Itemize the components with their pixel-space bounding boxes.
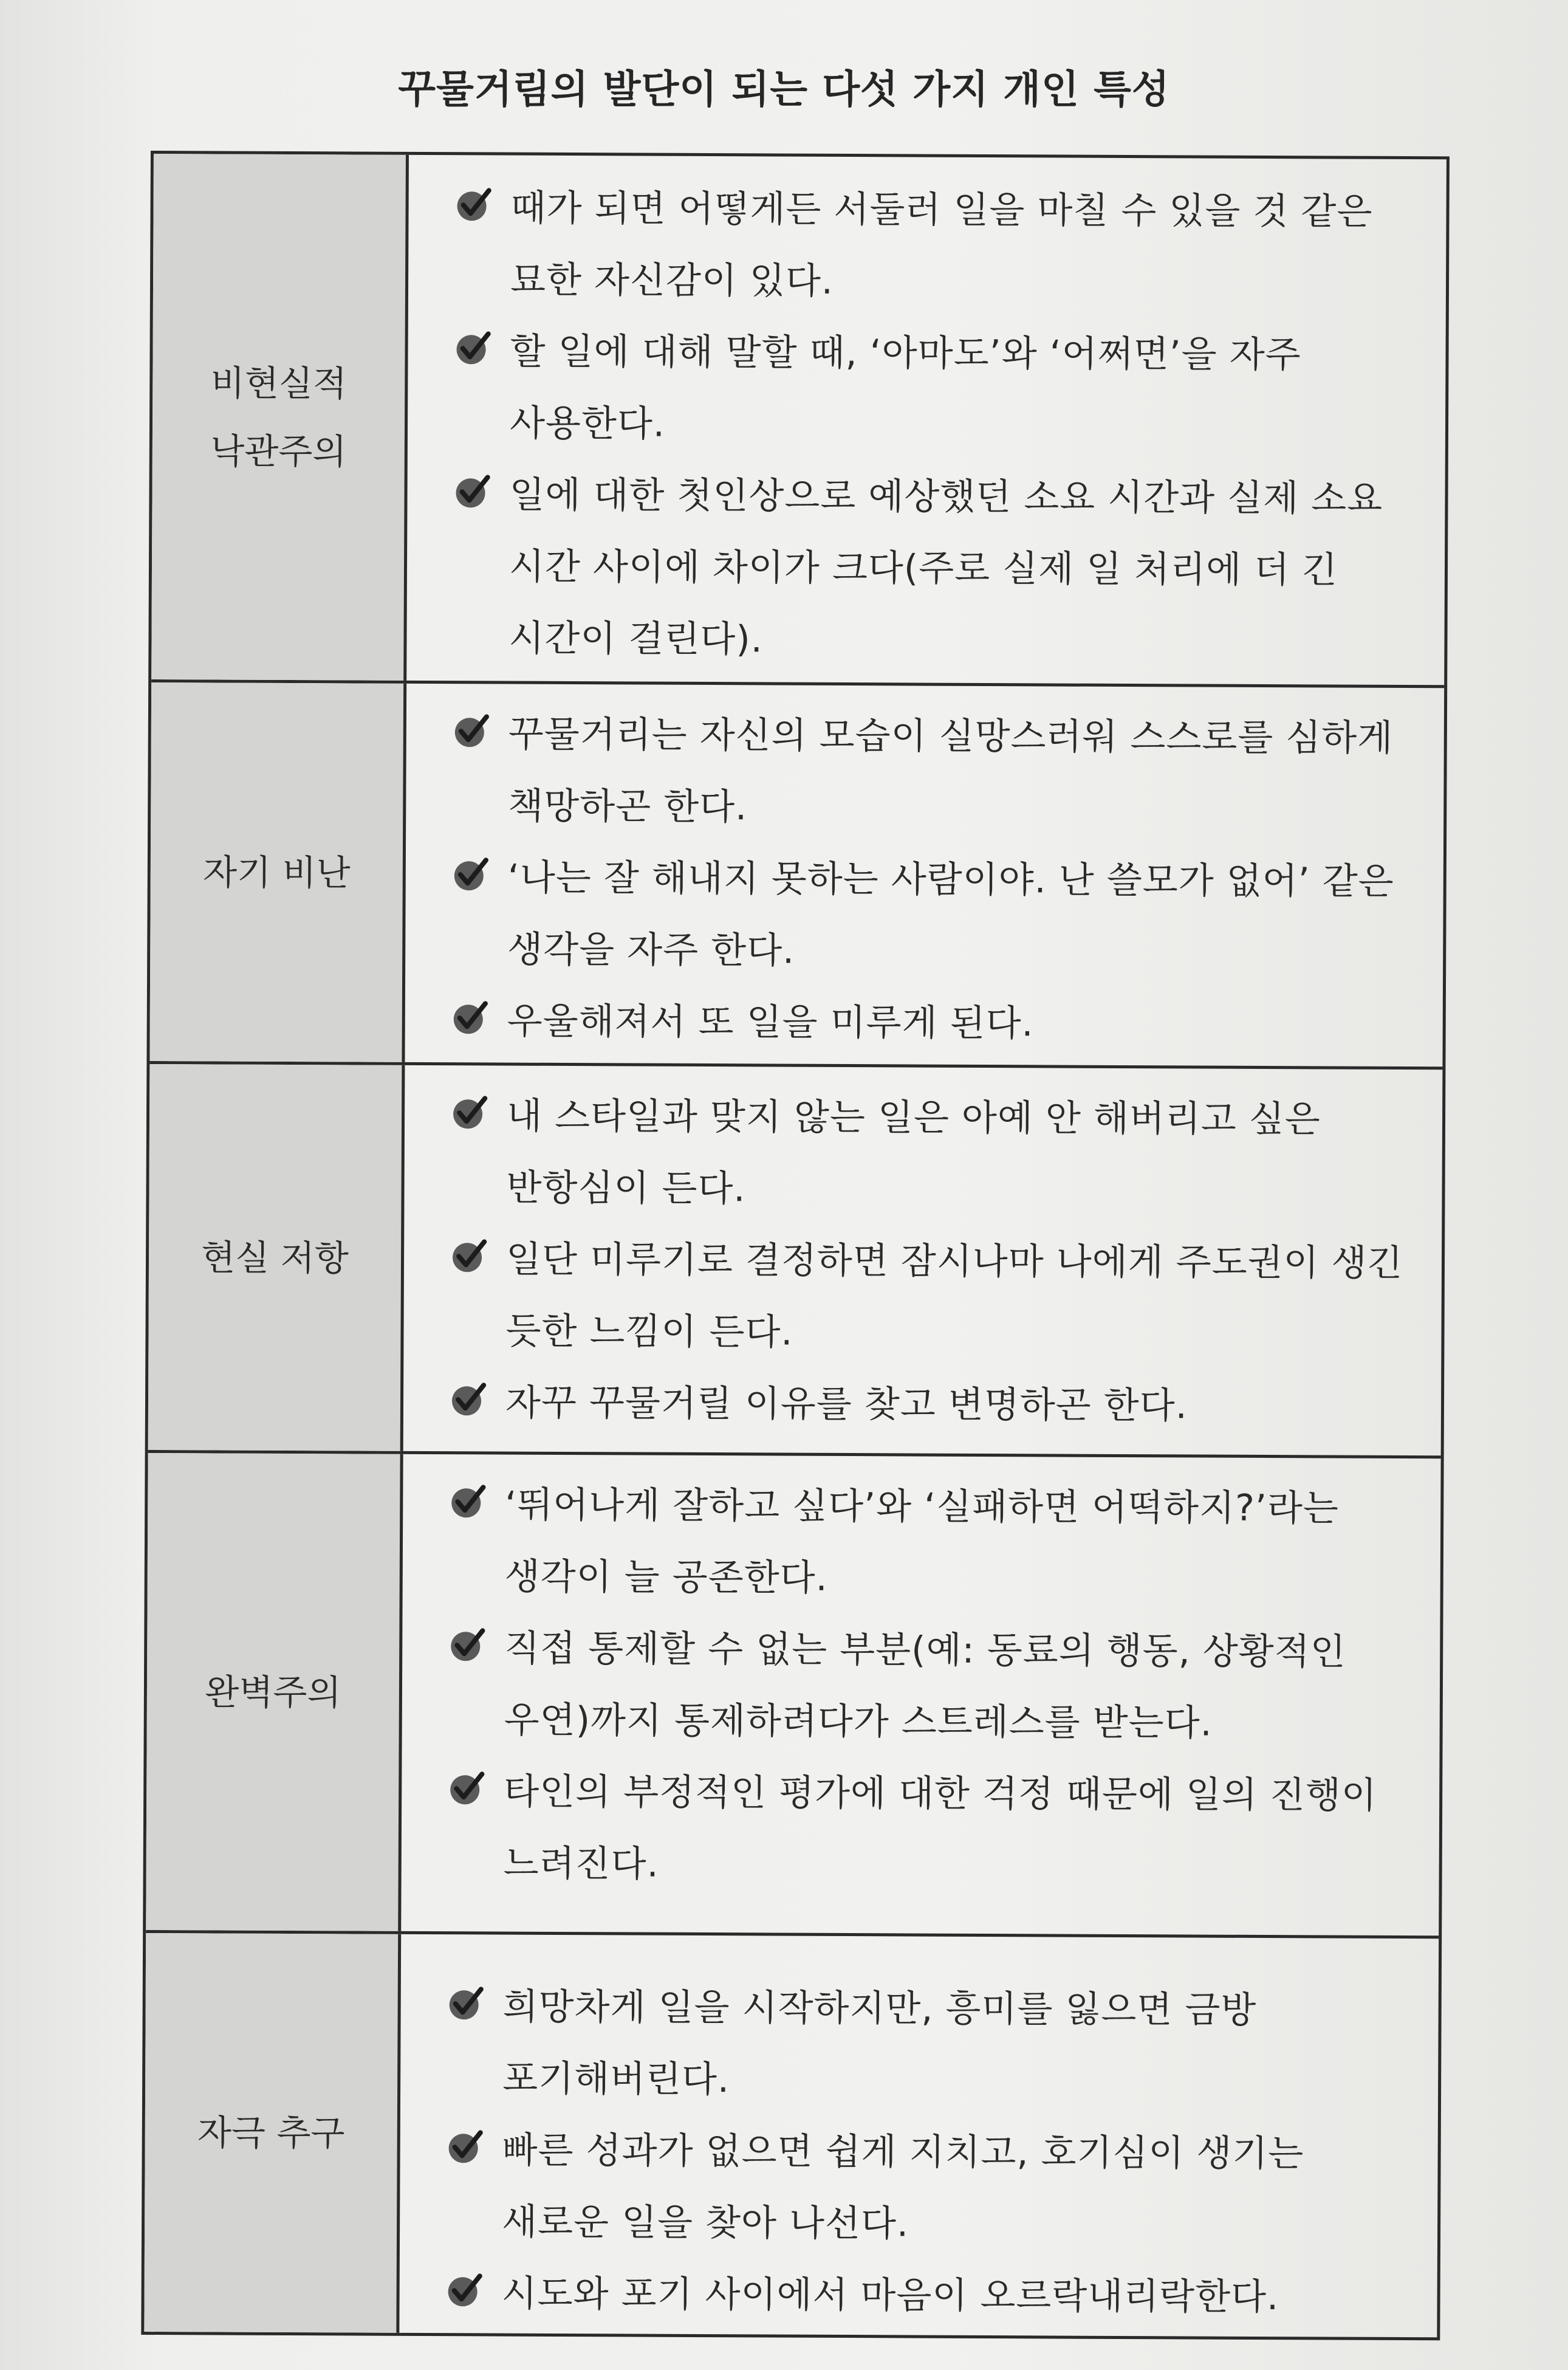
item-text: ‘나는 잘 해내지 못하는 사람이야. 난 쓸모가 없어’ 같은 생각을 자주 한다.: [507, 856, 1394, 972]
trait-label: 자극 추구: [197, 2112, 345, 2154]
item-text: 일단 미루기로 결정하면 잠시나마 나에게 주도권이 생긴 듯한 느낌이 든다.: [505, 1238, 1403, 1354]
list-item: [453, 172, 1410, 320]
table-row: [144, 1933, 1439, 2337]
trait-label-cell: [151, 154, 409, 681]
checkmark-circle-icon: [453, 329, 491, 368]
checkmark-circle-icon: [447, 1769, 485, 1808]
list-item: [449, 1080, 1406, 1228]
checkmark-circle-icon: [450, 998, 489, 1037]
list-item: [450, 985, 1406, 1061]
list-item: [447, 1612, 1403, 1760]
trait-label-cell: [146, 1453, 403, 1931]
item-text: 일에 대한 첫인상으로 예상했던 소요 시간과 실제 소요 시간 사이에 차이가 크다(주로 실제 일 처리에 더 긴 시간이 걸린다).: [508, 473, 1383, 661]
item-text: 내 스타일과 맞지 않는 일은 아예 안 해버리고 싶은 반항심이 든다.: [506, 1094, 1321, 1211]
item-text: 자꾸 꾸물거릴 이유를 찾고 변명하곤 한다.: [505, 1381, 1188, 1427]
list-item: [446, 1756, 1403, 1903]
table-row: [151, 154, 1446, 688]
checkmark-circle-icon: [451, 855, 490, 894]
trait-items-cell: [399, 1934, 1439, 2337]
list-item: [453, 315, 1409, 463]
item-text: 시도와 포기 사이에서 마음이 오르락내리락한다.: [501, 2272, 1279, 2319]
page-title: 꾸물거림의 발단이 되는 다섯 가지 개인 특성: [398, 67, 1170, 112]
trait-items-cell: [401, 1454, 1440, 1935]
checkmark-circle-icon: [453, 185, 492, 224]
item-text: 희망차게 일을 시작하지만, 흥미를 잃으면 금방 포기해버린다.: [502, 1985, 1257, 2101]
item-text: 꾸물거리는 자신의 모습이 실망스러워 스스로를 심하게 책망하곤 한다.: [508, 713, 1394, 829]
trait-label: 자기 비난: [202, 851, 351, 893]
item-text: 빠른 성과가 없으면 쉽게 지치고, 호기심이 생기는 새로운 일을 찾아 나선다.: [501, 2129, 1304, 2245]
trait-items-cell: [405, 684, 1444, 1066]
list-item: [444, 2258, 1400, 2334]
table-row: [149, 682, 1444, 1070]
checkmark-circle-icon: [450, 1093, 488, 1132]
checkmark-circle-icon: [446, 1984, 485, 2023]
item-text: 직접 통제할 수 없는 부분(예: 동료의 행동, 상황적인 우연)까지 통제하려다가 스트레스를 받는다.: [504, 1627, 1346, 1745]
traits-table: [141, 151, 1450, 2340]
checkmark-circle-icon: [448, 1380, 487, 1419]
trait-label: 완벽주의: [205, 1671, 341, 1713]
list-item: [445, 2114, 1402, 2262]
checkmark-circle-icon: [445, 2128, 484, 2166]
list-item: [450, 842, 1407, 989]
checkmark-circle-icon: [449, 1237, 488, 1276]
trait-label-cell: [148, 1064, 405, 1451]
trait-label-cell: [149, 682, 406, 1062]
list-item: [448, 1223, 1405, 1371]
trait-items-cell: [406, 155, 1446, 685]
trait-label: 현실 저항: [201, 1236, 349, 1279]
item-text: 타인의 부정적인 평가에 대한 걱정 때문에 일의 진행이 느려진다.: [503, 1770, 1377, 1886]
list-item: [451, 459, 1409, 678]
trait-items-cell: [403, 1065, 1443, 1455]
checkmark-circle-icon: [452, 472, 491, 511]
trait-label-cell: [144, 1933, 401, 2333]
item-text: 우울해져서 또 일을 미루게 된다.: [507, 1000, 1034, 1045]
list-item: [448, 1469, 1405, 1616]
checkmark-circle-icon: [451, 712, 490, 750]
trait-label: 비현실적 낙관주의: [210, 362, 347, 472]
checkmark-circle-icon: [448, 1482, 487, 1521]
table-row: [148, 1064, 1443, 1458]
list-item: [448, 1367, 1405, 1443]
table-row: [146, 1453, 1440, 1939]
list-item: [451, 698, 1408, 846]
item-text: 때가 되면 어떻게든 서둘러 일을 마칠 수 있을 것 같은 묘한 자신감이 있다.: [510, 187, 1373, 303]
checkmark-circle-icon: [447, 1626, 486, 1664]
checkmark-circle-icon: [445, 2271, 484, 2310]
list-item: [445, 1971, 1402, 2118]
item-text: ‘뛰어나게 잘하고 싶다’와 ‘실패하면 어떡하지?’라는 생각이 늘 공존한다.: [504, 1483, 1340, 1599]
item-text: 할 일에 대해 말할 때, ‘아마도’와 ‘어쩌면’을 자주 사용한다.: [509, 330, 1301, 445]
